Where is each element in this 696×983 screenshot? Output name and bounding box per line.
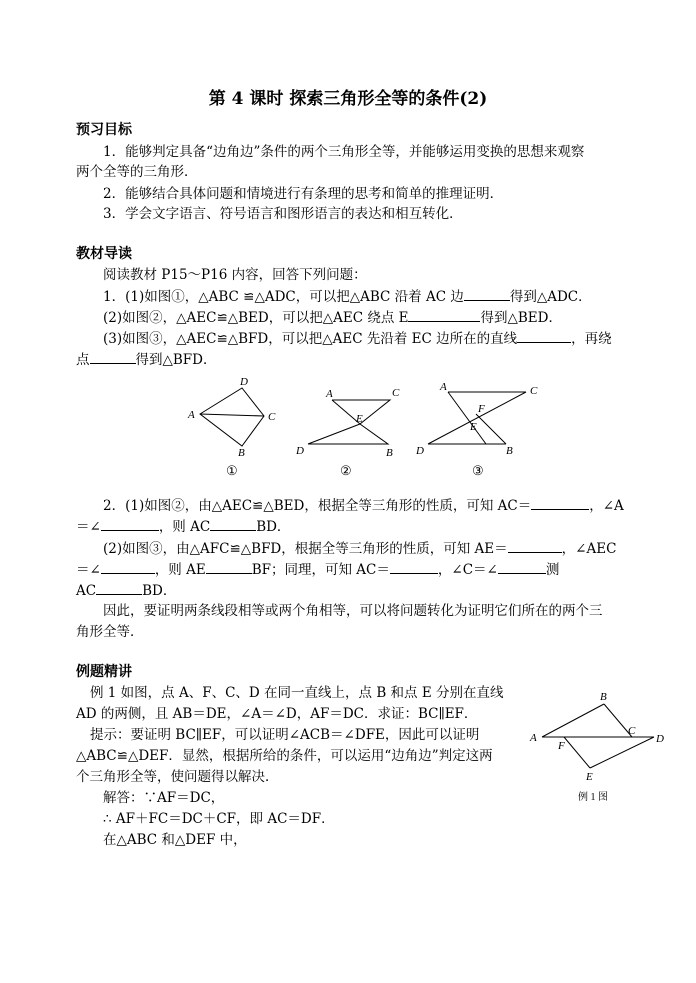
svg-text:A: A xyxy=(440,381,447,393)
svg-text:D: D xyxy=(296,445,304,457)
page-title: 第 4 课时 探索三角形全等的条件(2) xyxy=(208,89,488,109)
blank[interactable] xyxy=(531,495,589,510)
figure-3-label: ③ xyxy=(472,463,484,478)
svg-text:B: B xyxy=(238,447,245,459)
goal-1: 1．能够判定具备“边角边”条件的两个三角形全等，并能够运用变换的思想来观察 xyxy=(103,144,585,160)
svg-text:B: B xyxy=(506,445,513,457)
reading-intro: 阅读教材 P15～P16 内容，回答下列问题： xyxy=(103,267,367,283)
example-1-hint-3: 个三角形全等，使问题得以解决． xyxy=(76,769,279,785)
svg-text:C: C xyxy=(530,385,538,397)
blank[interactable] xyxy=(210,516,256,531)
blank[interactable] xyxy=(101,559,155,574)
question-2-2-cont: ＝∠ ，则 AE BF；同理，可知 AC＝ ，∠C＝∠ 测 xyxy=(76,559,559,580)
section-heading-reading: 教材导读 xyxy=(76,246,132,262)
section-heading-goals: 预习目标 xyxy=(76,122,132,138)
figure-1 xyxy=(187,376,276,478)
blank[interactable] xyxy=(464,286,510,301)
blank[interactable] xyxy=(90,349,136,364)
svg-text:D: D xyxy=(656,733,664,745)
goal-2: 2．能够结合具体问题和情境进行有条理的思考和简单的推理证明． xyxy=(103,186,504,202)
section-heading-examples: 例题精讲 xyxy=(76,664,132,680)
svg-text:D: D xyxy=(240,376,248,388)
svg-text:D: D xyxy=(416,445,424,457)
svg-text:C: C xyxy=(628,725,636,737)
svg-text:E: E xyxy=(586,771,593,783)
blank[interactable] xyxy=(96,580,142,595)
example-1-hint-2: △ABC≌△DEF．显然，根据所给的条件，可以运用“边角边”判定这两 xyxy=(76,748,493,764)
blank[interactable] xyxy=(498,559,546,574)
question-1-2: (2)如图②，△AEC≌△BED，可以把△AEC 绕点 E 得到△BED． xyxy=(103,307,562,328)
blank[interactable] xyxy=(408,307,480,322)
question-1-3: (3)如图③，△AEC≌△BFD，可以把△AEC 先沿着 EC 边所在的直线 ，再绕 xyxy=(103,328,612,349)
blank[interactable] xyxy=(206,559,252,574)
svg-text:A: A xyxy=(326,388,333,400)
blank[interactable] xyxy=(508,538,562,553)
figure-1-label: ① xyxy=(226,463,238,478)
example-1-hint-1: 提示：要证明 BC∥EF，可以证明∠ACB＝∠DFE，因此可以证明 xyxy=(90,727,480,743)
example-1-line-2: AD 的两侧，且 AB＝DE，∠A＝∠D，AF＝DC．求证：BC∥EF． xyxy=(76,706,478,722)
question-2-2: (2)如图③，由△AFC≌△BFD，根据全等三角形的性质，可知 AE＝ ，∠AEC xyxy=(103,538,616,559)
blank[interactable] xyxy=(101,516,159,531)
svg-text:E: E xyxy=(470,421,477,433)
solution-line-2: ∴ AF＋FC＝DC＋CF，即 AC＝DF． xyxy=(103,811,335,827)
question-1-3-cont: 点 得到△BFD． xyxy=(76,349,217,370)
svg-text:E: E xyxy=(356,413,363,425)
conclusion-1: 因此，要证明两条线段相等或两个角相等，可以将问题转化为证明它们所在的两个三 xyxy=(103,603,603,619)
solution-line-1: 解答：∵AF＝DC， xyxy=(103,790,225,806)
blank[interactable] xyxy=(517,328,571,343)
svg-text:F: F xyxy=(478,403,485,415)
figure-2 xyxy=(295,387,400,478)
example-1-line-1: 例 1 如图，点 A、F、C、D 在同一直线上，点 B 和点 E 分别在直线 xyxy=(90,685,504,701)
question-1-1: 1．(1)如图①，△ABC ≌△ADC，可以把△ABC 沿着 AC 边 得到△ADC． xyxy=(103,286,592,307)
figures-row xyxy=(180,374,560,484)
example-1-figure xyxy=(528,686,668,810)
question-2-1: 2．(1)如图②，由△AEC≌△BED，根据全等三角形的性质，可知 AC＝ ，∠A xyxy=(103,495,624,516)
svg-text:C: C xyxy=(268,411,276,423)
blank[interactable] xyxy=(390,559,438,574)
question-2-1-cont: ＝∠ ，则 AC BD． xyxy=(76,516,290,537)
figure-3 xyxy=(415,381,538,478)
solution-line-3: 在△ABC 和△DEF 中， xyxy=(103,832,247,848)
svg-text:A: A xyxy=(188,409,195,421)
svg-text:B: B xyxy=(600,691,607,703)
svg-text:C: C xyxy=(392,387,400,399)
goal-1-cont: 两个全等的三角形． xyxy=(76,164,198,180)
svg-text:B: B xyxy=(386,447,393,459)
question-2-2-cont2: AC BD． xyxy=(76,580,176,601)
example-1-caption: 例 1 图 xyxy=(578,792,608,803)
figure-2-label: ② xyxy=(340,463,352,478)
svg-text:F: F xyxy=(558,740,565,752)
svg-text:A: A xyxy=(530,732,537,744)
conclusion-2: 角形全等． xyxy=(76,624,144,640)
goal-3: 3．学会文字语言、符号语言和图形语言的表达和相互转化． xyxy=(103,206,463,222)
